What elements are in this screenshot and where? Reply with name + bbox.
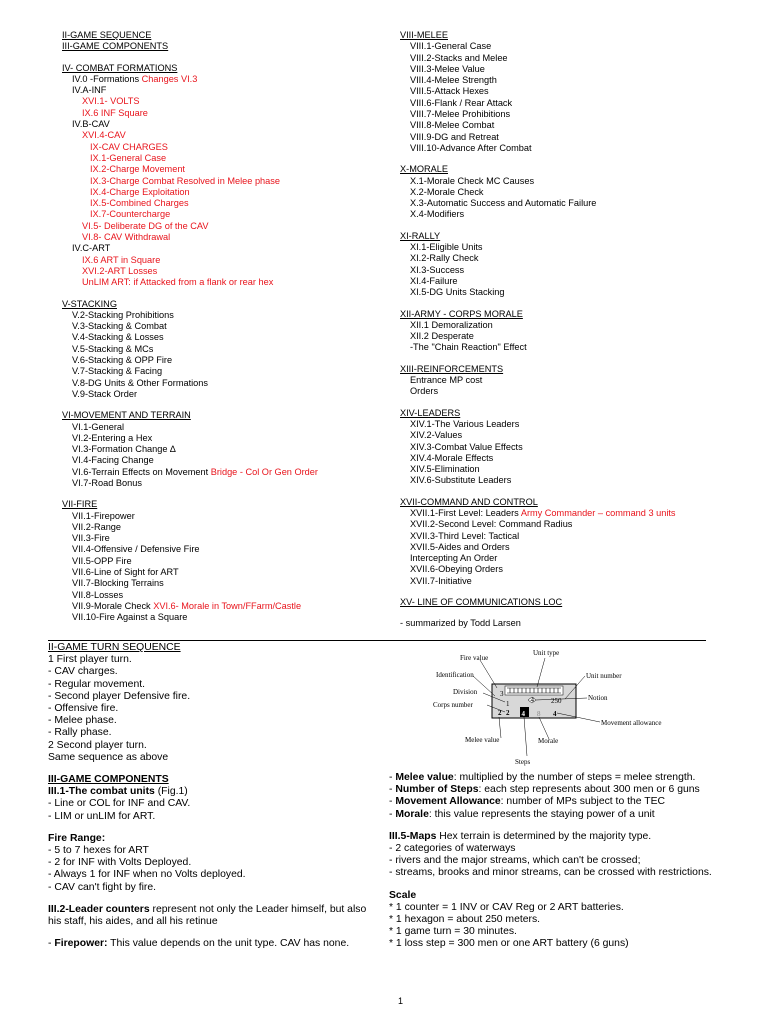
toc-line (389, 796, 734, 808)
line-fragment: This value depends on the unit type. CAV has none. (107, 938, 350, 950)
line-fragment: : number of MPs subject to the TEC (500, 796, 666, 808)
line-fragment: XVII.1-First Level: Leaders (410, 507, 521, 518)
toc-line: Entrance MP cost (410, 375, 483, 386)
line-fragment: Hex terrain is determined by the majority type. (436, 830, 652, 842)
section (400, 597, 740, 608)
toc-line: V.8-DG Units & Other Formations (72, 377, 208, 388)
line-fragment: VII.9-Morale Check (72, 600, 154, 611)
toc-line: XII.1 Demoralization (410, 319, 493, 330)
toc-line: -The "Chain Reaction" Effect (410, 342, 527, 353)
section-heading: II-GAME SEQUENCE (62, 30, 152, 40)
toc-line: XVII.5-Aides and Orders (410, 541, 510, 552)
line-fragment: IV.0 -Formations (72, 73, 142, 84)
toc-line: VI.5- Deliberate DG of the CAV (82, 220, 209, 231)
toc-line (389, 831, 734, 843)
toc-line: VIII.4-Melee Strength (410, 75, 497, 86)
section (48, 938, 378, 950)
toc-line: - 5 to 7 hexes for ART (48, 845, 149, 857)
line-fragment: Movement Allowance (395, 796, 501, 808)
line-fragment: Number of Steps (395, 784, 479, 796)
toc-line: X.3-Automatic Success and Automatic Failure (410, 198, 597, 209)
toc-line: IX.7-Countercharge (90, 209, 171, 220)
section (400, 618, 740, 629)
section (400, 309, 740, 354)
line-fragment: : this value represents the staying power of a unit (428, 808, 655, 820)
toc-line: XI.2-Rally Check (410, 253, 479, 264)
toc-line: VIII.3-Melee Value (410, 63, 485, 74)
section (400, 497, 740, 587)
section (62, 410, 392, 489)
section-heading: XVII-COMMAND AND CONTROL (400, 496, 538, 507)
toc-line: VIII.5-Attack Hexes (410, 86, 489, 97)
toc-line: V.4-Stacking & Losses (72, 332, 164, 343)
section (400, 408, 740, 487)
toc-line: VII.2-Range (72, 521, 122, 532)
counter-diagram (425, 646, 705, 766)
line-fragment: : multiplied by the number of steps = melee strength. (453, 772, 696, 783)
line-fragment: - (389, 784, 396, 796)
section-heading: X-MORALE (400, 164, 448, 175)
line-fragment: III.1-The combat units (48, 786, 155, 798)
section-heading: XV- LINE OF COMMUNICATIONS LOC (400, 597, 563, 608)
toc-line: Scale (389, 889, 417, 901)
toc-line: - CAV charges. (48, 666, 118, 678)
toc-line: VI.4-Facing Change (72, 455, 154, 466)
section-heading: XIII-REINFORCEMENTS (400, 363, 504, 374)
toc-line: X.1-Morale Check MC Causes (410, 175, 535, 186)
toc-line: - Melee phase. (48, 715, 117, 727)
toc-line: 2 Second player turn. (48, 739, 147, 751)
toc-line: - 2 categories of waterways (389, 843, 516, 855)
toc-line: - 2 for INF with Volts Deployed. (48, 857, 192, 869)
section (48, 833, 378, 894)
section (62, 299, 392, 401)
toc-line (48, 904, 378, 916)
toc-line: XIV.6-Substitute Leaders (410, 475, 512, 486)
toc-line: XII.2 Desperate (410, 331, 474, 342)
label-steps: Steps (515, 758, 531, 766)
toc-line: X.2-Morale Check (410, 186, 484, 197)
toc-line: XVII.6-Obeying Orders (410, 564, 503, 575)
section-heading: VII-FIRE (62, 499, 98, 510)
line-fragment: Morale (395, 808, 429, 820)
toc-line: * 1 hexagon = about 250 meters. (389, 914, 541, 926)
toc-line: VIII.9-DG and Retreat (410, 131, 499, 142)
toc-line: - Offensive fire. (48, 703, 119, 715)
section (400, 231, 740, 299)
line-fragment: - (48, 938, 55, 950)
bottom-left-text (48, 642, 378, 960)
label-movement-allowance: Movement allowance (601, 719, 662, 727)
line-fragment: VI.6-Terrain Effects on Movement (72, 466, 211, 477)
toc-line: - LIM or unLIM for ART. (48, 810, 156, 822)
toc-line: VIII.7-Melee Prohibitions (410, 109, 511, 120)
toc-line: Fire Range: (48, 832, 106, 844)
toc-line: XIV.4-Morale Effects (410, 452, 494, 463)
section (62, 499, 392, 623)
section-heading: III-GAME COMPONENTS (48, 774, 169, 786)
label-division: Division (453, 688, 478, 696)
label-unit-type: Unit type (533, 649, 560, 657)
label-fire-value: Fire value (460, 654, 489, 662)
toc-line: IV.C-ART (72, 243, 111, 254)
toc-line: - streams, brooks and minor streams, can be crossed with restrictions. (389, 867, 712, 879)
section (400, 164, 740, 220)
section (48, 904, 378, 928)
toc-line: 1 First player turn. (48, 654, 132, 666)
label-unit-number: Unit number (586, 672, 622, 680)
toc-line: IX.1-General Case (90, 152, 167, 163)
section-heading: V-STACKING (62, 298, 117, 309)
toc-line: IX.6 INF Square (82, 107, 148, 118)
toc-line (400, 508, 740, 519)
toc-line (48, 938, 378, 950)
toc-line: his staff, his aides, and all his retinue (48, 916, 218, 928)
label-notion: Notion (588, 694, 608, 702)
toc-line: XVI.2-ART Losses (82, 265, 158, 276)
toc-line: IX-CAV CHARGES (90, 141, 168, 152)
toc-line: UnLIM ART: if Attacked from a flank or rear hex (82, 277, 274, 288)
line-fragment: XVI.6- Morale in Town/FFarm/Castle (153, 600, 302, 611)
label-melee-value: Melee value (465, 736, 500, 744)
toc-line: XIV.1-The Various Leaders (410, 418, 520, 429)
toc-line: Orders (410, 386, 439, 397)
line-fragment: - (389, 796, 396, 808)
line-fragment: (Fig.1) (154, 786, 188, 798)
toc-line: V.6-Stacking & OPP Fire (72, 355, 173, 366)
line-fragment: - (389, 808, 396, 820)
toc-line: X.4-Modifiers (410, 209, 465, 220)
toc-line: XI.4-Failure (410, 275, 458, 286)
toc-line: XVI.4-CAV (82, 130, 126, 141)
toc-line: XIV.3-Combat Value Effects (410, 441, 523, 452)
toc-line: VIII.6-Flank / Rear Attack (410, 97, 513, 108)
toc-line: VIII.1-General Case (410, 41, 492, 52)
toc-line: VI.7-Road Bonus (72, 477, 142, 488)
toc-line: VII.3-Fire (72, 533, 110, 544)
section (400, 30, 740, 154)
toc-line: V.7-Stacking & Facing (72, 366, 163, 377)
toc-line: - Rally phase. (48, 727, 112, 739)
toc-line (48, 786, 378, 798)
left-column-toc (62, 30, 392, 634)
toc-line: - Line or COL for INF and CAV. (48, 798, 191, 810)
section-heading: II-GAME TURN SEQUENCE (48, 642, 181, 653)
toc-line: XI.3-Success (410, 264, 465, 275)
section-heading: III-GAME COMPONENTS (62, 41, 169, 52)
toc-line: VIII.2-Stacks and Melee (410, 52, 508, 63)
toc-line: IX.5-Combined Charges (90, 198, 189, 209)
toc-line: Same sequence as above (48, 751, 169, 763)
line-fragment: Firepower: (54, 938, 108, 950)
toc-line: VI.1-General (72, 421, 125, 432)
toc-line: * 1 loss step = 300 men or one ART battery (6 guns) (389, 938, 629, 950)
section (48, 642, 378, 764)
nation-number: 4 (530, 696, 534, 704)
toc-line: VII.7-Blocking Terrains (72, 578, 164, 589)
corps-number-value: 2 (506, 709, 510, 717)
toc-line (389, 772, 734, 784)
toc-line (389, 784, 734, 796)
toc-line: VII.10-Fire Against a Square (72, 612, 188, 623)
toc-line (389, 809, 734, 821)
toc-line: V.9-Stack Order (72, 388, 138, 399)
toc-line: IV.A-INF (72, 85, 107, 96)
melee-value-number: 2 (498, 709, 502, 717)
toc-line: VII.4-Offensive / Defensive Fire (72, 544, 200, 555)
section-heading: IV- COMBAT FORMATIONS (62, 62, 178, 73)
unit-number-value: 250 (551, 697, 562, 705)
division-number: 1 (506, 700, 510, 708)
toc-line: VI.2-Entering a Hex (72, 432, 153, 443)
toc-line: XI.1-Eligible Units (410, 242, 483, 253)
toc-line: IX.3-Charge Combat Resolved in Melee phase (90, 175, 280, 186)
right-column-toc (400, 30, 740, 640)
fire-value-number: 3 (500, 690, 504, 698)
section-heading: XIV-LEADERS (400, 407, 461, 418)
line-fragment: represent not only the Leader himself, but also (149, 903, 367, 915)
toc-line: VIII.10-Advance After Combat (410, 142, 532, 153)
toc-line: VII.5-OPP Fire (72, 555, 132, 566)
toc-line: VI.8- CAV Withdrawal (82, 232, 171, 243)
line-fragment: III.2-Leader counters (48, 903, 150, 915)
line-fragment: Melee value (395, 772, 454, 783)
toc-line: IX.2-Charge Movement (90, 164, 185, 175)
page-number: 1 (398, 996, 404, 1006)
toc-line: IX.6 ART in Square (82, 254, 161, 265)
section (62, 63, 392, 289)
toc-line: IX.4-Charge Exploitation (90, 186, 190, 197)
toc-line: XVII.3-Third Level: Tactical (410, 530, 520, 541)
toc-line: XIV.2-Values (410, 430, 463, 441)
toc-line: VI.3-Formation Change ∆ (72, 444, 176, 455)
toc-line: * 1 counter = 1 INV or CAV Reg or 2 ART batteries. (389, 901, 624, 913)
toc-line: - summarized by Todd Larsen (400, 618, 521, 629)
section-heading: XI-RALLY (400, 230, 441, 241)
section-heading: XII-ARMY - CORPS MORALE (400, 308, 523, 319)
line-fragment: : each step represents about 300 men or 6 guns (478, 784, 700, 796)
line-fragment: III.5-Maps (389, 830, 437, 842)
toc-line: V.3-Stacking & Combat (72, 321, 167, 332)
toc-line: - Regular movement. (48, 678, 146, 690)
toc-line: VII.8-Losses (72, 589, 124, 600)
bottom-right-text (389, 772, 734, 961)
section (389, 890, 734, 951)
line-fragment: Bridge - Col Or Gen Order (210, 466, 318, 477)
section-heading: VI-MOVEMENT AND TERRAIN (62, 410, 191, 421)
toc-line: XI.5-DG Units Stacking (410, 287, 505, 298)
toc-line: VII.1-Firepower (72, 510, 135, 521)
label-identification: Identification (436, 671, 474, 679)
steps-number: 4 (521, 710, 525, 718)
toc-line: V.5-Stacking & MCs (72, 343, 154, 354)
line-fragment: Army Commander – command 3 units (520, 507, 676, 518)
section-heading: VIII-MELEE (400, 30, 448, 40)
toc-line: XIV.5-Elimination (410, 464, 480, 475)
line-fragment: Changes VI.3 (141, 73, 198, 84)
toc-line (62, 74, 392, 85)
toc-line: - rivers and the major streams, which can't be crossed; (389, 855, 641, 867)
section (389, 831, 734, 880)
toc-line: - Second player Defensive fire. (48, 690, 191, 702)
section (389, 772, 734, 821)
morale-number: 8 (537, 710, 541, 718)
toc-line: VII.6-Line of Sight for ART (72, 567, 179, 578)
movement-number: 4 (553, 710, 557, 718)
line-fragment: - (389, 772, 396, 783)
toc-line: VIII.8-Melee Combat (410, 120, 495, 131)
section-divider (48, 640, 706, 641)
toc-line: V.2-Stacking Prohibitions (72, 309, 174, 320)
toc-line (62, 467, 392, 478)
section (400, 364, 740, 398)
toc-line: Intercepting An Order (410, 553, 498, 564)
label-morale: Morale (538, 737, 559, 745)
toc-line: IV.B-CAV (72, 119, 110, 130)
toc-line: XVII.2-Second Level: Command Radius (410, 519, 573, 530)
toc-line: * 1 game turn = 30 minutes. (389, 926, 517, 938)
toc-line: - Always 1 for INF when no Volts deployed. (48, 869, 246, 881)
toc-line: XVII.7-Initiative (410, 575, 472, 586)
label-corps-number: Corps number (433, 701, 473, 709)
section (48, 774, 378, 823)
toc-line: XVI.1- VOLTS (82, 96, 140, 107)
toc-line: - CAV can't fight by fire. (48, 881, 157, 893)
toc-line (62, 601, 392, 612)
section (62, 30, 392, 53)
